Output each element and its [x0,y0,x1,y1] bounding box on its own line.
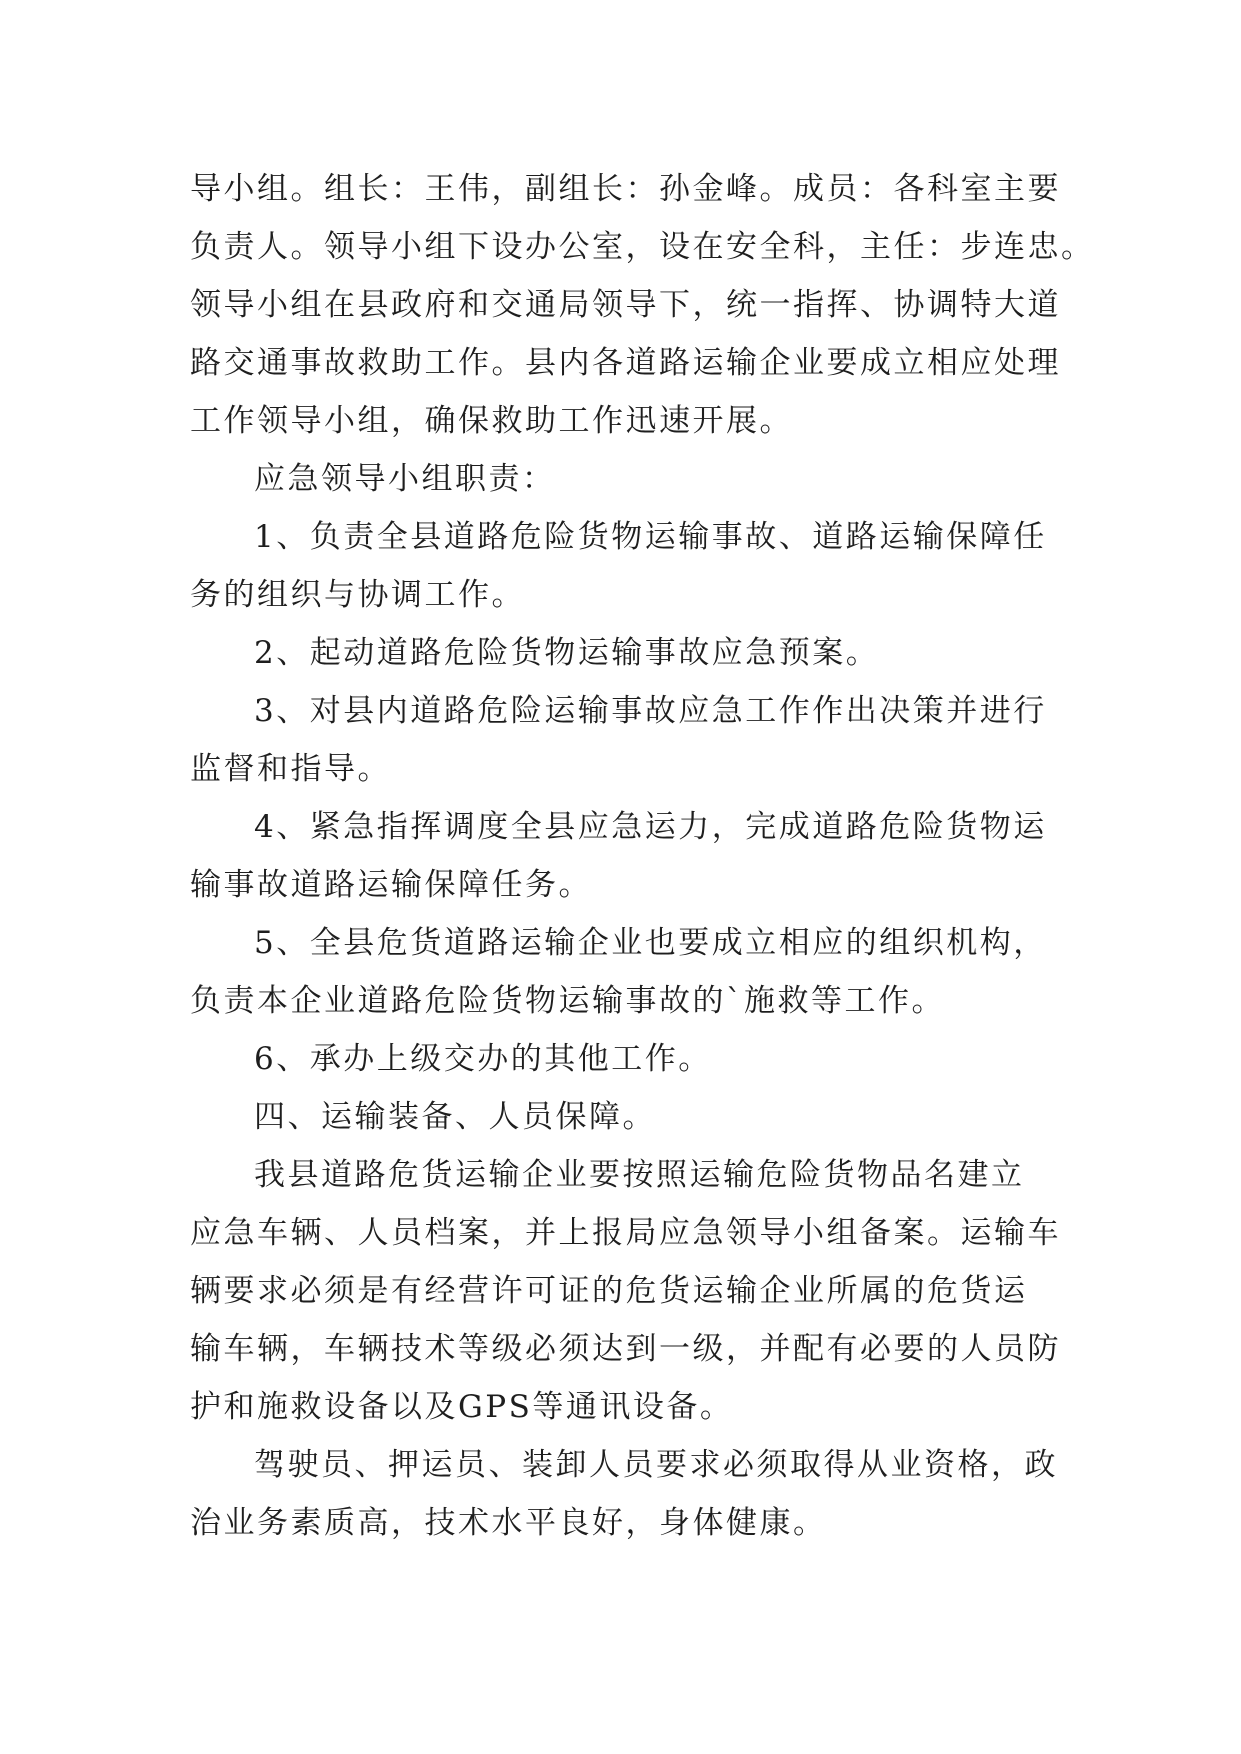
text-line: 输车辆，车辆技术等级必须达到一级，并配有必要的人员防 [190,1331,1061,1367]
body-text [190,160,1095,1552]
list-item-5: 5、全县危货道路运输企业也要成立相应的组织机构， [254,925,1047,961]
paragraph-start: 驾驶员、押运员、装卸人员要求必须取得从业资格，政 [254,1447,1058,1483]
text-line: 监督和指导。 [190,751,391,787]
text-line: 护和施救设备以及GPS等通讯设备。 [190,1389,734,1425]
text-line: 领导小组在县政府和交通局领导下，统一指挥、协调特大道 [190,287,1061,323]
text-line: 负责人。领导小组下设办公室，设在安全科，主任：步连忠。 [190,229,1095,265]
text-line: 路交通事故救助工作。县内各道路运输企业要成立相应处理 [190,345,1061,381]
text-line: 负责本企业道路危险货物运输事故的`施救等工作。 [190,983,945,1019]
text-line: 应急车辆、人员档案，并上报局应急领导小组备案。运输车 [190,1215,1061,1251]
text-line: 输事故道路运输保障任务。 [190,867,592,903]
text-line: 务的组织与协调工作。 [190,577,525,613]
section-heading: 四、运输装备、人员保障。 [254,1099,656,1135]
text-line: 导小组。组长：王伟，副组长：孙金峰。成员：各科室主要 [190,171,1061,207]
paragraph-start: 我县道路危货运输企业要按照运输危险货物品名建立 [254,1157,1025,1193]
list-item-4: 4、紧急指挥调度全县应急运力，完成道路危险货物运 [254,809,1047,845]
paragraph-heading: 应急领导小组职责： [254,461,556,497]
list-item-6: 6、承办上级交办的其他工作。 [254,1041,712,1077]
list-item-1: 1、负责全县道路危险货物运输事故、道路运输保障任 [254,519,1047,555]
list-item-2: 2、起动道路危险货物运输事故应急预案。 [254,635,880,671]
text-line: 治业务素质高，技术水平良好，身体健康。 [190,1505,827,1541]
list-item-3: 3、对县内道路危险运输事故应急工作作出决策并进行 [254,693,1047,729]
text-line: 辆要求必须是有经营许可证的危货运输企业所属的危货运 [190,1273,1028,1309]
text-line: 工作领导小组，确保救助工作迅速开展。 [190,403,793,439]
